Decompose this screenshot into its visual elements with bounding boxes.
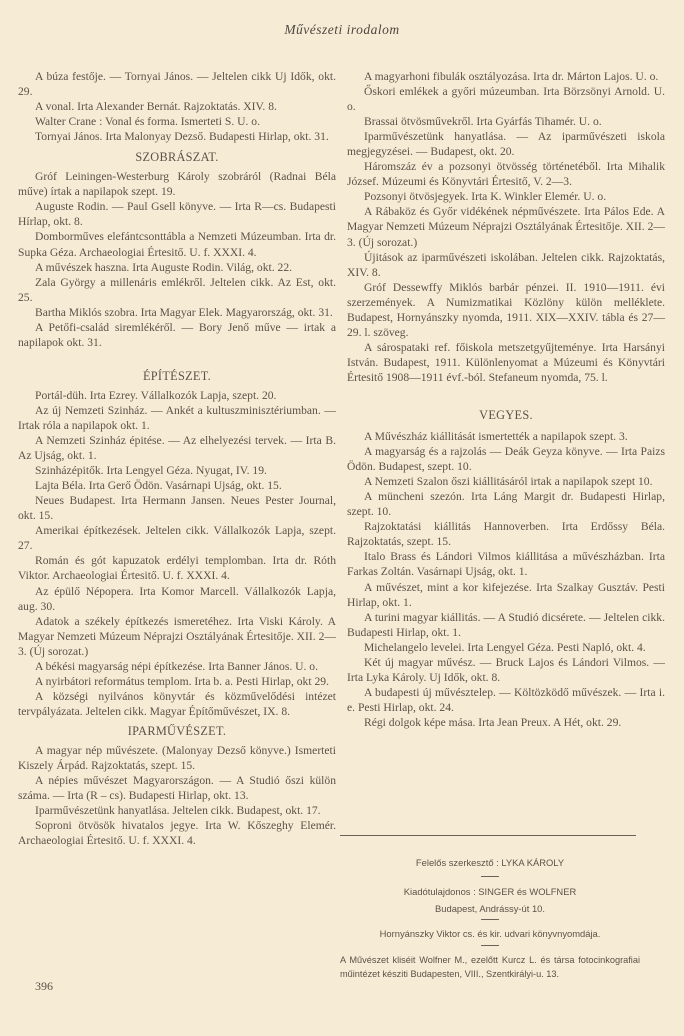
bibliography-entry: Az új Nemzeti Szinház. — Ankét a kultuszminisztériumban. — Irtak róla a napilapok okt. 1. (18, 403, 336, 432)
bibliography-entry: Iparművészetünk hanyatlása. Jeltelen cikk. Budapest, okt. 17. (35, 804, 321, 818)
bibliography-entry: A községi nyilvános könyvtár és közművelődési intézet tervpályázata. Jeltelen cikk. Magyar Építőművészet, IX. 8. (18, 689, 336, 718)
bibliography-entry: Auguste Rodin. — Paul Gsell könyve. — Irta R—cs. Budapesti Hírlap, okt. 8. (18, 200, 336, 229)
section-heading-miscellaneous: VEGYES. (479, 407, 533, 422)
section-heading-applied-arts: IPARMŰVÉSZET. (127, 723, 227, 738)
bibliography-entry: A Művészház kiállitását ismertették a napilapok szept. 3. (364, 430, 628, 444)
bibliography-entry: A Rábaköz és Győr vidékének népművészete. Irta Pálos Ede. A Magyar Nemzeti Múzeum Néprajzi Osztályának Értesitője. XII. 2—3. (Új sorozat.) (347, 205, 665, 249)
bibliography-entry: A müncheni szezón. Irta Láng Margit dr. Budapesti Hirlap, szept. 10. (347, 490, 665, 519)
bibliography-entry: Iparművészetünk hanyatlása. — Az iparművészeti iskola megjegyzései. — Budapest, okt. 20. (347, 130, 665, 159)
bibliography-entry: Lajta Béla. Irta Gerő Ödön. Vasárnapi Ujság, okt. 15. (35, 479, 282, 493)
bibliography-entry: Rajzoktatási kiállitás Hannoverben. Irta Erdőssy Béla. Rajzoktatás, szept. 15. (347, 520, 665, 549)
bibliography-entry: A népies művészet Magyarországon. — A Studió őszi külön száma. — Irta (R – cs). Budapesti Hirlap, okt. 13. (18, 774, 336, 803)
imprint-divider (340, 835, 636, 836)
bibliography-entry: Portál-düh. Irta Ezrey. Vállalkozók Lapja, szept. 20. (35, 388, 277, 402)
bibliography-entry: Adatok a székely építkezés ismeretéhez. Irta Viski Károly. A Magyar Nemzeti Múzeum Néprajzi Osztályának Értesitője. XII. 2—3. (Új sorozat.) (18, 614, 336, 658)
bibliography-entry: Brassai ötvösművekről. Irta Gyárfás Tihamér. U. o. (364, 115, 602, 129)
section-heading-sculpture: SZOBRÁSZAT. (135, 150, 219, 165)
bibliography-entry: Háromszáz év a pozsonyi ötvösség történetéből. Irta Mihalik József. Múzeumi és Könyvtári Értesitő, V. 2—3. (347, 160, 665, 189)
bibliography-entry: A békési magyarság népi építkezése. Irta Banner János. U. o. (35, 659, 318, 673)
bibliography-entry: Zala György a millenáris emlékről. Jeltelen cikk. Az Est, okt. 25. (18, 275, 336, 304)
bibliography-entry: Újitások az iparművészeti iskolában. Jeltelen cikk. Rajzoktatás, XIV. 8. (347, 250, 665, 279)
bibliography-entry: A vonal. Irta Alexander Bernát. Rajzoktatás. XIV. 8. (35, 100, 277, 114)
bibliography-entry: Italo Brass és Lándori Vilmos kiállitása a művészházban. Irta Farkas Zoltán. Vasárnapi Ujság, okt. 1. (347, 550, 665, 579)
short-divider (481, 876, 499, 877)
editor-credit: Felelős szerkesztő : LYKA KÁROLY (415, 857, 565, 868)
bibliography-entry: A művészek haszna. Irta Auguste Rodin. Világ, okt. 22. (35, 260, 293, 274)
bibliography-entry: Soproni ötvösök hivatalos jegye. Irta W. Kőszeghy Elemér. Archaeologiai Értesitő. U. f. XXXI. 4. (18, 819, 336, 848)
bibliography-entry: A Petőfi-család siremlékéről. — Bory Jenő műve — irtak a napilapok okt. 31. (18, 320, 336, 349)
bibliography-entry: A sárospataki ref. főiskola metszetgyűjteménye. Irta Harsányi István. Budapest, 1911. Különlenyomat a Múzeumi és Könyvtári Értesitő 1908—1911 évf.-ból. Stefaneum nyomda, 75. l. (347, 340, 665, 384)
bibliography-entry: A búza festője. — Tornyai János. — Jeltelen cikk Uj Idők, okt. 29. (18, 70, 336, 99)
page-number: 396 (35, 979, 53, 993)
cliche-credit: A Művészet kliséit Wolfner M., ezelőtt Kurcz L. és társa fotocinkografiai műintézet késziti Budapesten, VIII., Szentkirályi-u. 13. (340, 955, 640, 979)
bibliography-entry: A művészet, mint a kor kifejezése. Irta Szalkay Gusztáv. Pesti Hirlap, okt. 1. (347, 580, 665, 609)
bibliography-entry: A Nemzeti Szalon őszi kiállitásáról irtak a napilapok szept 10. (364, 475, 653, 489)
short-divider (481, 945, 499, 946)
bibliography-entry: Gróf Leiningen-Westerburg Károly szobráról (Radnai Béla műve) írtak a napilapok szept. 19. (18, 170, 336, 199)
bibliography-entry: Walter Crane : Vonal és forma. Ismerteti S. U. o. (35, 115, 260, 129)
right-column (347, 69, 665, 730)
bibliography-entry: Gróf Dessewffy Miklós barbár pénzei. II. 1910—1911. évi szerzemények. A Numizmatikai Közlöny külön melléklete. Budapest, Hornyánszky nyomda, 1911. XIX—XXIV. tábla és 27—29. l. szöveg. (347, 280, 665, 339)
bibliography-entry: Amerikai építkezések. Jeltelen cikk. Vállalkozók Lapja, szept. 27. (18, 524, 336, 553)
bibliography-entry: Szinházépitők. Irta Lengyel Géza. Nyugat, IV. 19. (35, 464, 267, 478)
bibliography-entry: Neues Budapest. Irta Hermann Jansen. Neues Pester Journal, okt. 15. (18, 494, 336, 523)
bibliography-entry: Michelangelo levelei. Irta Lengyel Géza. Pesti Napló, okt. 4. (364, 640, 646, 654)
bibliography-entry: A magyarhoni fibulák osztályozása. Irta dr. Márton Lajos. U. o. (364, 70, 659, 83)
bibliography-entry: Az épülő Népopera. Irta Komor Marcell. Vállalkozók Lapja, aug. 30. (18, 584, 336, 613)
bibliography-entry: Őskori emlékek a győri múzeumban. Irta Börzsönyi Arnold. U. o. (347, 85, 665, 114)
bibliography-entry: Bartha Miklós szobra. Irta Magyar Elek. Magyarország, okt. 31. (35, 305, 333, 319)
left-column (18, 69, 336, 848)
section-heading-architecture: ÉPÍTÉSZET. (142, 368, 211, 383)
short-divider (481, 919, 499, 920)
printer-credit: Hornyánszky Viktor cs. és kir. udvari könyvnyomdája. (379, 928, 601, 939)
bibliography-entry: Pozsonyi ötvösjegyek. Irta K. Winkler Elemér. U. o. (364, 190, 607, 204)
bibliography-entry: A magyar nép művészete. (Malonyay Dezső könyve.) Ismerteti Kiszely Árpád. Rajzoktatás, szept. 15. (18, 743, 336, 773)
bibliography-entry: Román és gót kapuzatok erdélyi templomban. Irta dr. Róth Viktor. Archaeologiai Értesitő. U. f. XXXI. 4. (18, 554, 336, 583)
bibliography-entry: Két új magyar művész. — Bruck Lajos és Lándori Vilmos. — Irta Lyka Károly. Uj Idők, okt. 8. (347, 655, 665, 684)
bibliography-entry: A Nemzeti Szinház épitése. — Az elhelyezési tervek. — Irta B. Az Ujság, okt. 1. (18, 434, 336, 463)
bibliography-entry: Tornyai János. Irta Malonyay Dezső. Budapesti Hirlap, okt. 31. (35, 130, 329, 144)
bibliography-entry: A turini magyar kiállitás. — A Studió dicsérete. — Jeltelen cikk. Budapesti Hirlap, okt. 1. (347, 610, 665, 639)
bibliography-entry: Régi dolgok képe mása. Irta Jean Preux. A Hét, okt. 29. (364, 715, 622, 729)
bibliography-entry: A magyarság és a rajzolás — Deák Geyza könyve. — Irta Paizs Ödön. Budapest, szept. 10. (347, 445, 665, 474)
bibliography-entry: Domborműves elefántcsonttábla a Nemzeti Múzeumban. Irta dr. Supka Géza. Archaeologiai Értesitő. U. f. XXXI. 4. (18, 230, 336, 259)
bibliography-entry: A nyirbátori református templom. Irta b. a. Pesti Hirlap, okt 29. (35, 674, 329, 688)
running-header: Művészeti irodalom (284, 22, 400, 37)
publisher-address: Budapest, Andrássy-út 10. (435, 903, 545, 914)
bibliography-entry: A budapesti új művésztelep. — Költözködő művészek. — Irta i. e. Pesti Hirlap, okt. 24. (347, 685, 665, 714)
publisher-credit: Kiadótulajdonos : SINGER és WOLFNER (403, 886, 577, 897)
